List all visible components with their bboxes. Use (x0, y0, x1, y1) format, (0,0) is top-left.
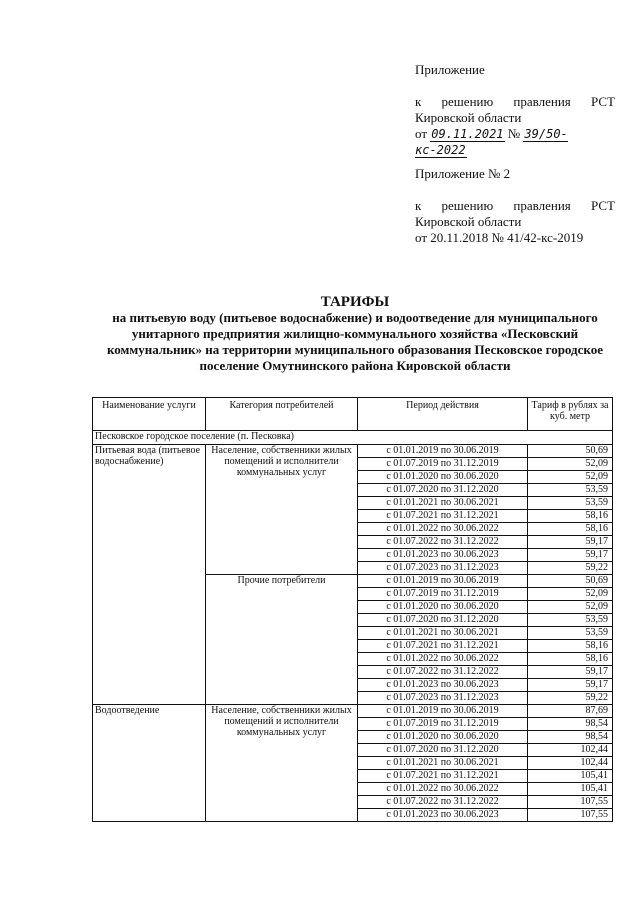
period-cell: с 01.07.2019 по 31.12.2019 (358, 458, 528, 471)
period-cell: с 01.01.2022 по 30.06.2022 (358, 783, 528, 796)
period-cell: с 01.01.2019 по 30.06.2019 (358, 575, 528, 588)
word: к (415, 94, 422, 109)
word: РСТ (590, 94, 615, 109)
period-cell: с 01.07.2022 по 31.12.2022 (358, 796, 528, 809)
tariff-table (92, 397, 613, 822)
period-cell: с 01.01.2021 по 30.06.2021 (358, 627, 528, 640)
header-service: Наименование услуги (93, 398, 206, 431)
period-cell: с 01.07.2020 по 31.12.2020 (358, 614, 528, 627)
period-cell: с 01.01.2022 по 30.06.2022 (358, 523, 528, 536)
tariff-cell: 59,17 (528, 536, 613, 549)
tariff-cell: 53,59 (528, 497, 613, 510)
period-cell: с 01.01.2019 по 30.06.2019 (358, 445, 528, 458)
tariff-cell: 53,59 (528, 614, 613, 627)
period-cell: с 01.01.2023 по 30.06.2023 (358, 809, 528, 822)
tariff-cell: 105,41 (528, 770, 613, 783)
table-row (93, 705, 613, 718)
annex-2-title: Приложение № 2 (415, 166, 511, 181)
tariff-cell: 58,16 (528, 653, 613, 666)
title-subtitle: на питьевую воду (питьевое водоснабжение) и водоотведение для муниципального унитарного предприятия жилищно-коммунального хозяйства «Песковский коммунальник» на территории муниципального образования Песковское городское поселение Омутнинского района Кировской области (106, 310, 603, 373)
document-title (95, 294, 615, 374)
word: правления (513, 94, 571, 109)
word: правления (513, 198, 571, 213)
section-row (93, 431, 613, 445)
tariff-cell: 107,55 (528, 796, 613, 809)
service-name: Питьевая вода (питьевое водоснабжение) (93, 445, 206, 705)
period-cell: с 01.07.2020 по 31.12.2020 (358, 744, 528, 757)
title-main: ТАРИФЫ (320, 294, 390, 310)
tariff-cell: 58,16 (528, 510, 613, 523)
period-cell: с 01.07.2019 по 31.12.2019 (358, 588, 528, 601)
annex-1-line1 (415, 94, 615, 110)
tariff-cell: 98,54 (528, 731, 613, 744)
tariff-cell: 59,22 (528, 692, 613, 705)
period-cell: с 01.07.2023 по 31.12.2023 (358, 562, 528, 575)
word: РСТ (590, 198, 615, 213)
tariff-cell: 102,44 (528, 757, 613, 770)
annex-2-line2: Кировской области (415, 214, 522, 229)
tariff-cell: 52,09 (528, 601, 613, 614)
period-cell: с 01.07.2021 по 31.12.2021 (358, 640, 528, 653)
tariff-cell: 59,17 (528, 666, 613, 679)
period-cell: с 01.07.2021 по 31.12.2021 (358, 770, 528, 783)
date-prefix: от (415, 126, 428, 141)
annex-1-line2: Кировской области (415, 110, 522, 125)
period-cell: с 01.01.2023 по 30.06.2023 (358, 549, 528, 562)
header-period: Период действия (358, 398, 528, 431)
tariff-cell: 58,16 (528, 523, 613, 536)
tariff-cell: 87,69 (528, 705, 613, 718)
section-label: Песковское городское поселение (п. Песковка) (93, 431, 613, 445)
annex-2-line3: от 20.11.2018 № 41/42-кс-2019 (415, 230, 584, 245)
annex-1-line3 (415, 126, 615, 158)
tariff-cell: 50,69 (528, 445, 613, 458)
period-cell: с 01.01.2021 по 30.06.2021 (358, 497, 528, 510)
tariff-cell: 98,54 (528, 718, 613, 731)
tariff-cell: 52,09 (528, 588, 613, 601)
tariff-cell: 59,17 (528, 549, 613, 562)
period-cell: с 01.07.2021 по 31.12.2021 (358, 510, 528, 523)
header-tariff: Тариф в рублях за куб. метр (528, 398, 613, 431)
period-cell: с 01.01.2023 по 30.06.2023 (358, 679, 528, 692)
handwritten-date: 09.11.2021 (431, 127, 504, 141)
tariff-cell: 58,16 (528, 640, 613, 653)
tariff-cell: 107,55 (528, 809, 613, 822)
annex-1-title: Приложение (415, 62, 485, 77)
period-cell: с 01.07.2019 по 31.12.2019 (358, 718, 528, 731)
table-header-row (93, 398, 613, 431)
service-name: Водоотведение (93, 705, 206, 822)
period-cell: с 01.01.2020 по 30.06.2020 (358, 471, 528, 484)
period-cell: с 01.07.2023 по 31.12.2023 (358, 692, 528, 705)
period-cell: с 01.01.2021 по 30.06.2021 (358, 757, 528, 770)
table-row (93, 445, 613, 458)
period-cell: с 01.07.2022 по 31.12.2022 (358, 666, 528, 679)
tariff-cell: 50,69 (528, 575, 613, 588)
consumer-category: Население, собственники жилых помещений и исполнители коммунальных услуг (206, 445, 358, 575)
number-prefix: № (507, 126, 521, 141)
word: решению (441, 94, 494, 109)
tariff-cell: 59,22 (528, 562, 613, 575)
word: решению (441, 198, 494, 213)
consumer-category: Население, собственники жилых помещений и исполнители коммунальных услуг (206, 705, 358, 822)
period-cell: с 01.01.2020 по 30.06.2020 (358, 601, 528, 614)
tariff-cell: 52,09 (528, 458, 613, 471)
period-cell: с 01.01.2020 по 30.06.2020 (358, 731, 528, 744)
header-category: Категория потребителей (206, 398, 358, 431)
tariff-cell: 102,44 (528, 744, 613, 757)
tariff-cell: 53,59 (528, 484, 613, 497)
period-cell: с 01.07.2022 по 31.12.2022 (358, 536, 528, 549)
word: к (415, 198, 422, 213)
tariff-cell: 52,09 (528, 471, 613, 484)
annex-2-block (415, 166, 615, 246)
period-cell: с 01.01.2019 по 30.06.2019 (358, 705, 528, 718)
handwritten-number: 39/50-кс-2022 (415, 127, 568, 157)
period-cell: с 01.07.2020 по 31.12.2020 (358, 484, 528, 497)
tariff-cell: 59,17 (528, 679, 613, 692)
tariff-cell: 105,41 (528, 783, 613, 796)
annex-1-block (415, 62, 615, 158)
period-cell: с 01.01.2022 по 30.06.2022 (358, 653, 528, 666)
tariff-cell: 53,59 (528, 627, 613, 640)
consumer-category: Прочие потребители (206, 575, 358, 705)
annex-2-line1 (415, 198, 615, 214)
table-body (93, 431, 613, 822)
